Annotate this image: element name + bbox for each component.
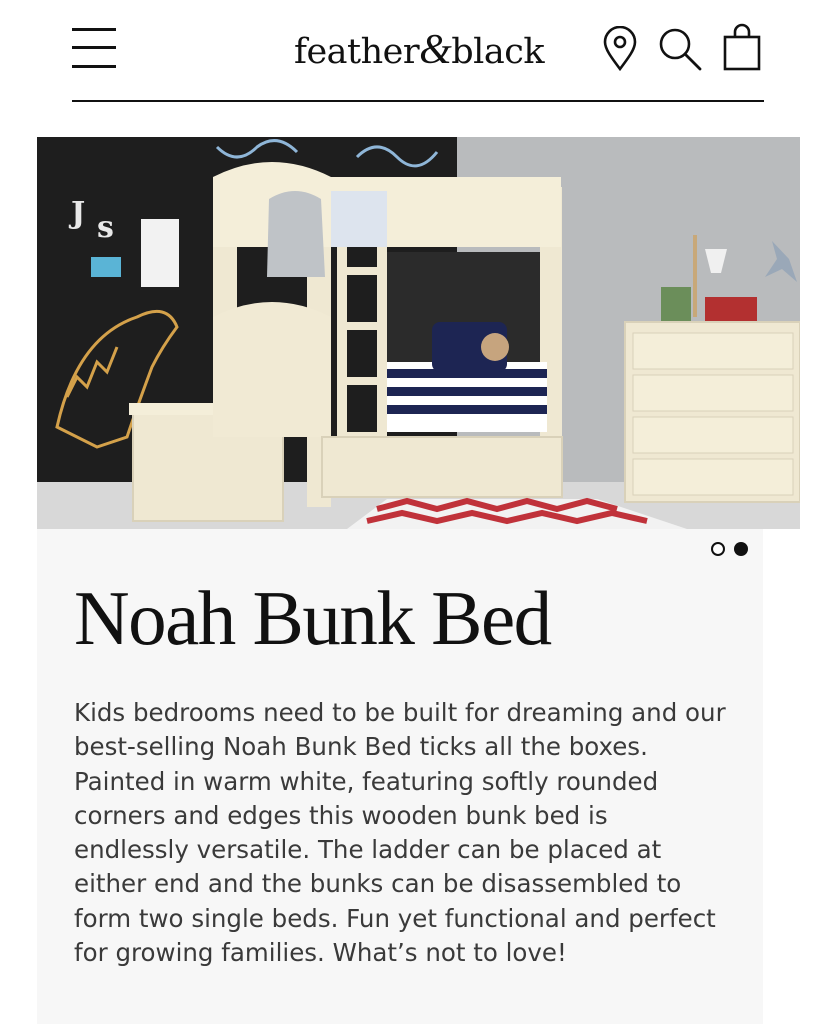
carousel-indicator xyxy=(711,542,761,562)
brand-logo[interactable] xyxy=(294,26,544,74)
description-line: Painted in warm white, featuring softly rounded xyxy=(74,766,659,796)
menu-icon[interactable] xyxy=(72,26,118,70)
description-line: for growing families. What’s not to love! xyxy=(74,938,567,968)
product-description xyxy=(74,696,774,970)
svg-text:J: J xyxy=(71,196,86,231)
logo-text-left: feather xyxy=(294,32,420,72)
carousel-dot-2[interactable] xyxy=(734,542,748,556)
carousel-dot-1[interactable] xyxy=(711,542,725,556)
logo-ampersand: & xyxy=(419,27,452,73)
product-title: Noah Bunk Bed xyxy=(74,575,551,661)
shopping-bag-icon[interactable] xyxy=(720,22,764,72)
svg-text:s: s xyxy=(97,210,114,245)
hero-image[interactable] xyxy=(37,137,800,529)
description-line: either end and the bunks can be disassembled to xyxy=(74,869,682,899)
description-line: corners and edges this wooden bunk bed is xyxy=(74,800,608,830)
search-icon[interactable] xyxy=(657,26,703,72)
header-divider xyxy=(72,100,764,102)
description-line: endlessly versatile. The ladder can be placed at xyxy=(74,835,662,865)
site-header xyxy=(0,0,837,104)
logo-text-right: black xyxy=(451,32,545,72)
description-line: Kids bedrooms need to be built for dreaming and our xyxy=(74,698,726,727)
description-line: best-selling Noah Bunk Bed ticks all the boxes. xyxy=(74,732,648,762)
description-line: form two single beds. Fun yet functional and perfect xyxy=(74,903,716,933)
location-pin-icon[interactable] xyxy=(601,26,639,72)
hero-illustration xyxy=(37,137,800,529)
